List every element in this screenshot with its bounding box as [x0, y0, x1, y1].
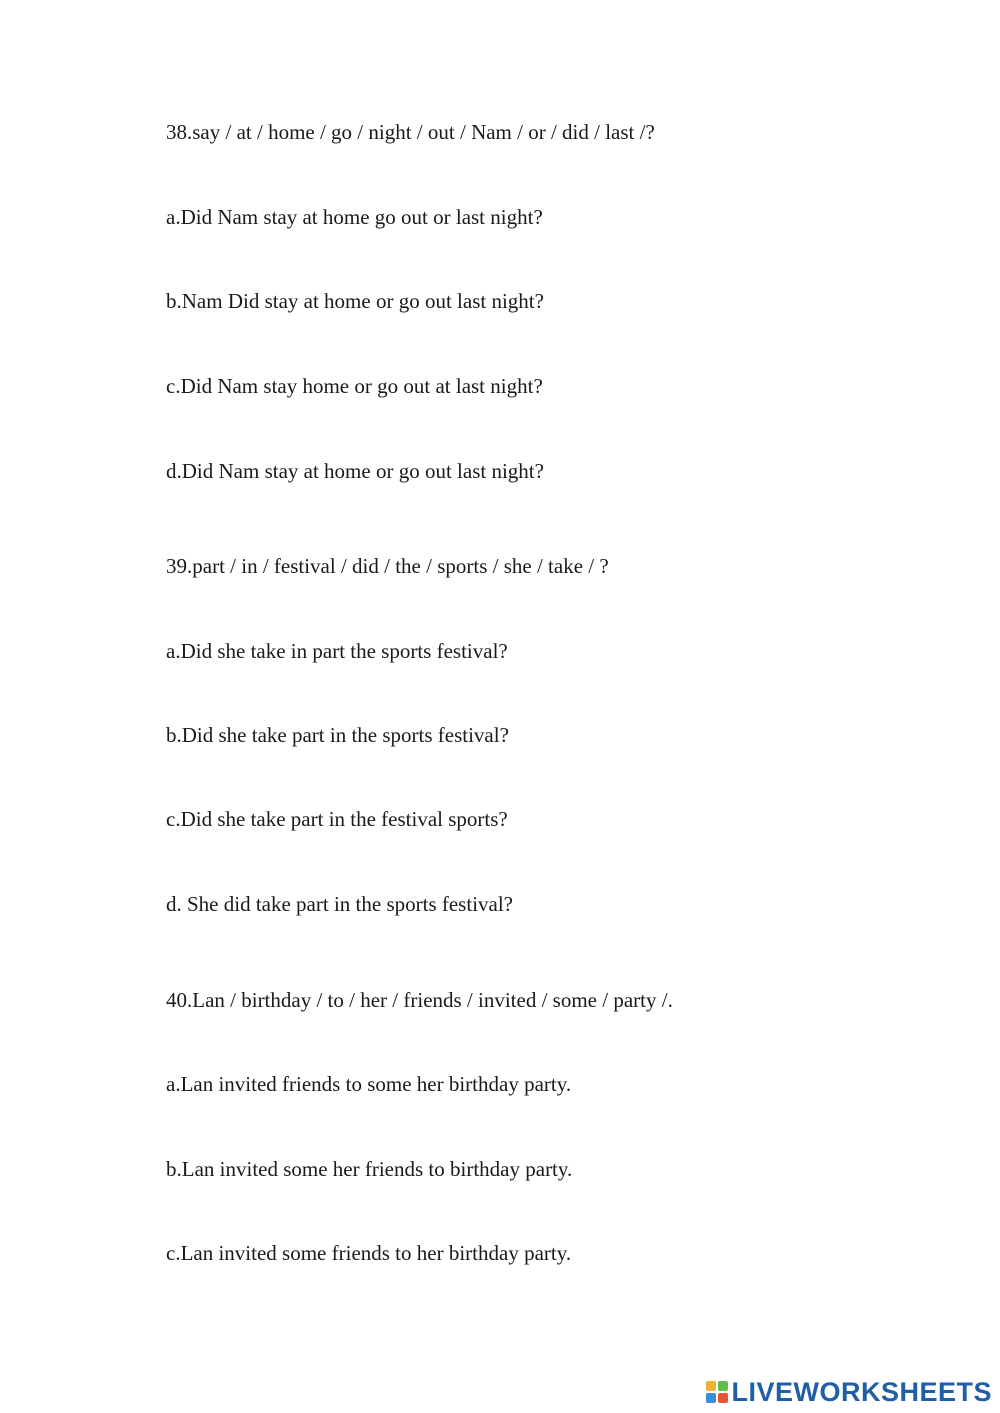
logo-mark-square — [718, 1381, 728, 1391]
logo-mark-square — [718, 1393, 728, 1403]
question-39-option-b: b.Did she take part in the sports festival? — [166, 723, 509, 747]
question-39-option-a: a.Did she take in part the sports festival? — [166, 639, 508, 663]
question-39-option-d: d. She did take part in the sports festival? — [166, 892, 514, 916]
question-40-option-c: c.Lan invited some friends to her birthday party. — [166, 1241, 572, 1265]
logo-mark-square — [706, 1393, 716, 1403]
logo-mark-square — [706, 1381, 716, 1391]
logo-mark-icon — [706, 1381, 728, 1403]
question-40-option-b: b.Lan invited some her friends to birthday party. — [166, 1157, 573, 1181]
logo-text: LIVEWORKSHEETS — [731, 1376, 992, 1407]
question-39-option-c: c.Did she take part in the festival sports? — [166, 807, 508, 831]
question-38-option-c: c.Did Nam stay home or go out at last night? — [166, 374, 543, 398]
question-38-option-d: d.Did Nam stay at home or go out last night? — [166, 459, 544, 483]
question-38-option-a: a.Did Nam stay at home go out or last night? — [166, 205, 543, 229]
question-38-option-b: b.Nam Did stay at home or go out last night? — [166, 289, 544, 313]
question-40-option-a: a.Lan invited friends to some her birthday party. — [166, 1072, 572, 1096]
question-38-prompt: 38.say / at / home / go / night / out / Nam / or / did / last /? — [166, 120, 655, 144]
liveworksheets-logo — [706, 1375, 992, 1409]
question-39-prompt: 39.part / in / festival / did / the / sports / she / take / ? — [166, 554, 609, 578]
question-40-prompt: 40.Lan / birthday / to / her / friends / invited / some / party /. — [166, 988, 673, 1012]
